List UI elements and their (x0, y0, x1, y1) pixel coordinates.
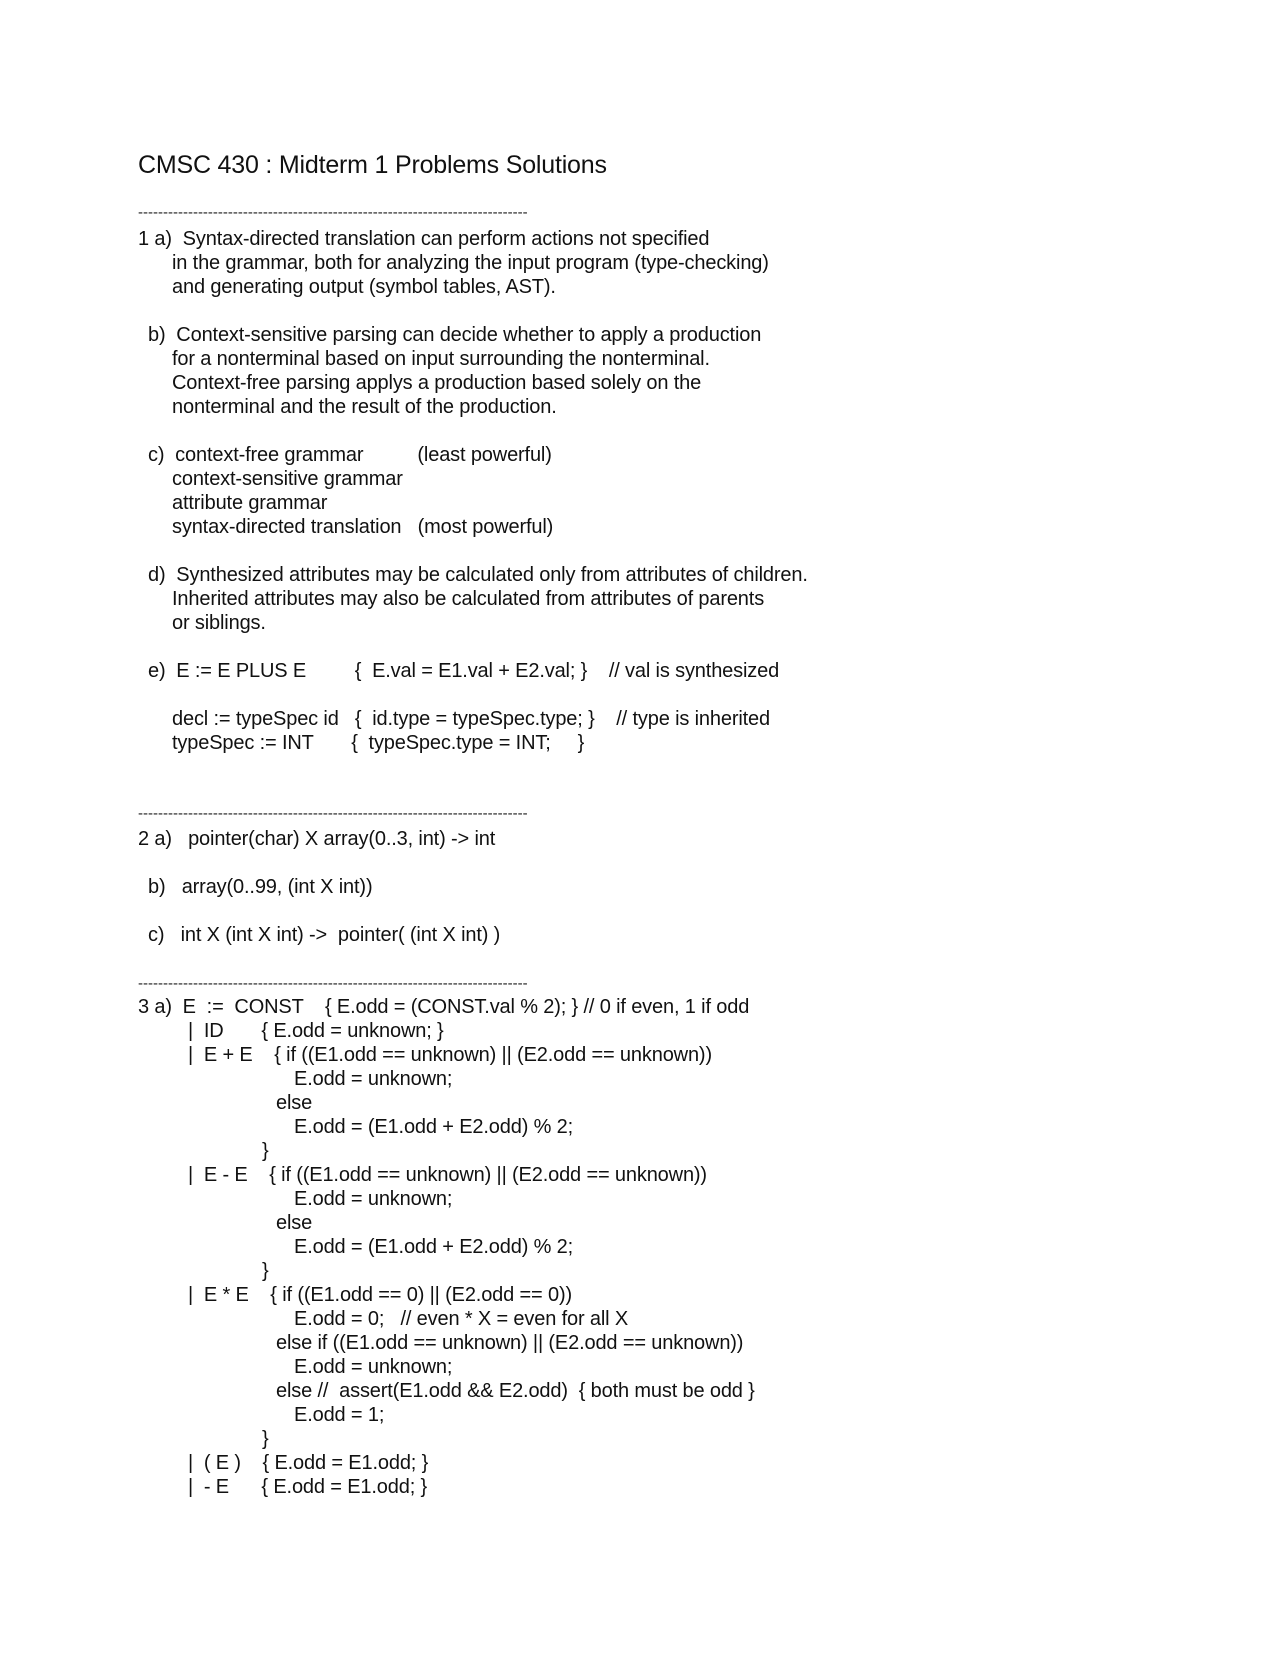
text-line: b) array(0..99, (int X int)) (148, 876, 373, 898)
text-line: 2 a) pointer(char) X array(0..3, int) -> int (138, 828, 496, 850)
text-line: | ( E ) { E.odd = E1.odd; } (188, 1452, 429, 1474)
text-line: else (276, 1212, 313, 1234)
text-line: else (276, 1092, 313, 1114)
text-line: 3 a) E := CONST { E.odd = (CONST.val % 2); } // 0 if even, 1 if odd (138, 996, 750, 1018)
separator-rule: ------------------------------------------------------------------------------ (138, 975, 528, 992)
text-line: } (262, 1260, 269, 1282)
text-line: Context-free parsing applys a production based solely on the (172, 372, 702, 394)
text-line: | E * E { if ((E1.odd == 0) || (E2.odd == 0)) (188, 1284, 572, 1306)
separator-rule: ------------------------------------------------------------------------------ (138, 805, 528, 822)
text-line: } (262, 1140, 269, 1162)
text-line: context-sensitive grammar (172, 468, 403, 490)
text-line: 1 a) Syntax-directed translation can perform actions not specified (138, 228, 710, 250)
text-line: | E - E { if ((E1.odd == unknown) || (E2.odd == unknown)) (188, 1164, 707, 1186)
text-line: in the grammar, both for analyzing the input program (type-checking) (172, 252, 769, 274)
text-line: E.odd = (E1.odd + E2.odd) % 2; (294, 1236, 574, 1258)
text-line: E.odd = 1; (294, 1404, 385, 1426)
text-line: decl := typeSpec id { id.type = typeSpec.type; } // type is inherited (172, 708, 770, 730)
text-line: E.odd = (E1.odd + E2.odd) % 2; (294, 1116, 574, 1138)
text-line: e) E := E PLUS E { E.val = E1.val + E2.val; } // val is synthesized (148, 660, 780, 682)
text-line: d) Synthesized attributes may be calculated only from attributes of children. (148, 564, 808, 586)
text-line: and generating output (symbol tables, AST). (172, 276, 556, 298)
text-line: attribute grammar (172, 492, 328, 514)
text-line: | - E { E.odd = E1.odd; } (188, 1476, 428, 1498)
text-line: else // assert(E1.odd && E2.odd) { both must be odd } (276, 1380, 755, 1402)
text-line: for a nonterminal based on input surrounding the nonterminal. (172, 348, 710, 370)
text-line: | E + E { if ((E1.odd == unknown) || (E2.odd == unknown)) (188, 1044, 712, 1066)
text-line: or siblings. (172, 612, 266, 634)
text-line: E.odd = unknown; (294, 1068, 453, 1090)
text-line: b) Context-sensitive parsing can decide whether to apply a production (148, 324, 762, 346)
text-line: E.odd = unknown; (294, 1356, 453, 1378)
separator-rule: ------------------------------------------------------------------------------ (138, 204, 528, 221)
text-line: typeSpec := INT { typeSpec.type = INT; } (172, 732, 585, 754)
text-line: c) int X (int X int) -> pointer( (int X int) ) (148, 924, 501, 946)
page-title: CMSC 430 : Midterm 1 Problems Solutions (138, 151, 607, 179)
text-line: syntax-directed translation (most powerful) (172, 516, 554, 538)
text-line: nonterminal and the result of the production. (172, 396, 557, 418)
text-line: E.odd = unknown; (294, 1188, 453, 1210)
text-line: } (262, 1428, 269, 1450)
text-line: E.odd = 0; // even * X = even for all X (294, 1308, 629, 1330)
text-line: Inherited attributes may also be calculated from attributes of parents (172, 588, 765, 610)
text-line: | ID { E.odd = unknown; } (188, 1020, 444, 1042)
text-line: c) context-free grammar (least powerful) (148, 444, 552, 466)
text-line: else if ((E1.odd == unknown) || (E2.odd == unknown)) (276, 1332, 744, 1354)
